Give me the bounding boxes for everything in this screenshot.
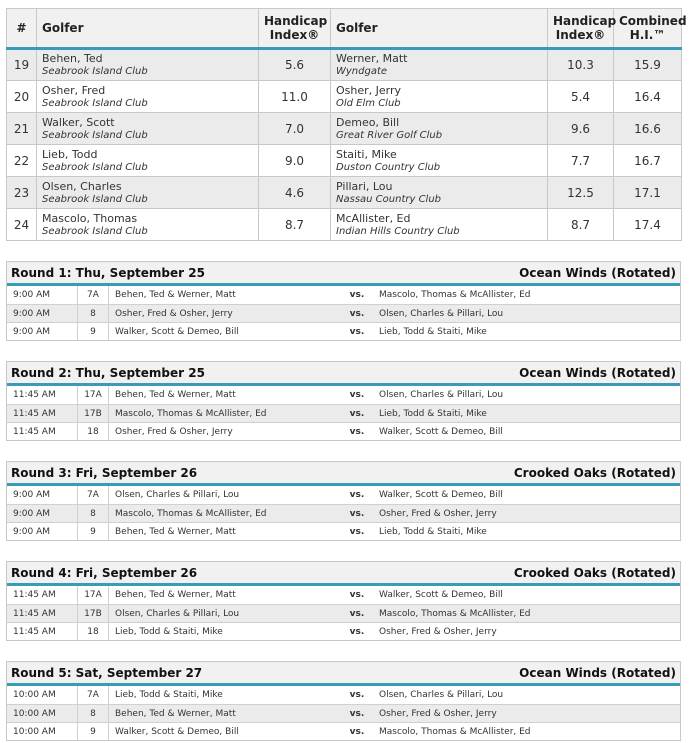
team-2: Walker, Scott & Demeo, Bill xyxy=(379,590,503,600)
round-section xyxy=(6,661,681,741)
match-list xyxy=(7,486,680,540)
versus-label: vs. xyxy=(349,608,365,619)
golfer-club: Nassau Country Club xyxy=(336,193,442,205)
golfer-cell xyxy=(331,209,548,241)
round-course: Crooked Oaks (Rotated) xyxy=(513,565,676,580)
tee-time: 9:00 AM xyxy=(13,308,50,319)
team-1: Olsen, Charles & Pillari, Lou xyxy=(115,490,240,500)
starting-hole: 8 xyxy=(77,705,109,722)
round-header xyxy=(7,662,680,686)
team-2: Mascolo, Thomas & McAllister, Ed xyxy=(379,726,531,737)
starting-hole: 17A xyxy=(77,386,109,404)
team-1: Mascolo, Thomas & McAllister, Ed xyxy=(115,408,267,419)
golfer-cell xyxy=(37,145,259,177)
team-2: Walker, Scott & Demeo, Bill xyxy=(379,426,503,437)
team-1: Behen, Ted & Werner, Matt xyxy=(115,526,236,537)
golfer-name[interactable]: Behen, Ted xyxy=(42,52,103,65)
golfer-name[interactable]: Osher, Jerry xyxy=(336,83,402,97)
versus-label: vs. xyxy=(349,590,365,600)
golfer-cell xyxy=(331,177,548,209)
combined-handicap: 16.7 xyxy=(614,145,682,177)
round-title: Round 1: Thu, September 25 xyxy=(11,265,205,280)
golfer-name[interactable]: Lieb, Todd xyxy=(42,147,98,161)
golfer-name[interactable]: Walker, Scott xyxy=(42,115,115,129)
golfer-cell xyxy=(37,81,259,113)
golfer-club: Seabrook Island Club xyxy=(42,225,148,237)
header-combined: Combined H.I.™ xyxy=(614,9,682,49)
round-course: Crooked Oaks (Rotated) xyxy=(513,465,676,480)
versus-label: vs. xyxy=(349,726,365,737)
match-row xyxy=(7,722,680,740)
round-header xyxy=(7,562,680,586)
round-header xyxy=(7,262,680,286)
golfer-club: Seabrook Island Club xyxy=(42,97,148,109)
golfer-name[interactable]: Staiti, Mike xyxy=(336,147,397,161)
combined-handicap: 16.6 xyxy=(614,113,682,145)
pair-number: 23 xyxy=(7,177,37,209)
versus-label: vs. xyxy=(349,508,365,519)
versus-label: vs. xyxy=(349,708,365,719)
golfer-club: Seabrook Island Club xyxy=(42,66,148,77)
team-1: Walker, Scott & Demeo, Bill xyxy=(115,726,239,737)
golfer-name[interactable]: Werner, Matt xyxy=(336,52,408,65)
versus-label: vs. xyxy=(349,390,365,400)
table-row xyxy=(7,209,682,241)
round-title: Round 2: Thu, September 25 xyxy=(11,365,205,380)
versus-label: vs. xyxy=(349,426,365,437)
golfer-club: Indian Hills Country Club xyxy=(336,225,460,237)
team-2: Lieb, Todd & Staiti, Mike xyxy=(379,526,487,537)
match-row xyxy=(7,522,680,540)
starting-hole: 9 xyxy=(77,523,109,540)
team-2: Lieb, Todd & Staiti, Mike xyxy=(379,326,487,337)
team-1: Behen, Ted & Werner, Matt xyxy=(115,390,236,400)
starting-hole: 8 xyxy=(77,305,109,322)
team-2: Olsen, Charles & Pillari, Lou xyxy=(379,390,504,400)
team-1: Lieb, Todd & Staiti, Mike xyxy=(115,690,223,700)
golfer-name[interactable]: Pillari, Lou xyxy=(336,179,393,193)
handicap-index: 11.0 xyxy=(259,81,331,113)
team-2: Osher, Fred & Osher, Jerry xyxy=(379,708,497,719)
team-2: Mascolo, Thomas & McAllister, Ed xyxy=(379,608,531,619)
starting-hole: 8 xyxy=(77,505,109,522)
tee-time: 11:45 AM xyxy=(13,390,56,400)
starting-hole: 9 xyxy=(77,323,109,340)
handicap-index: 7.0 xyxy=(259,113,331,145)
match-row xyxy=(7,486,680,504)
tee-time: 11:45 AM xyxy=(13,426,56,437)
versus-label: vs. xyxy=(349,690,365,700)
tee-time: 9:00 AM xyxy=(13,490,50,500)
starting-hole: 17B xyxy=(77,405,109,422)
handicap-index: 9.6 xyxy=(548,113,614,145)
golfer-name[interactable]: Mascolo, Thomas xyxy=(42,211,138,225)
team-1: Olsen, Charles & Pillari, Lou xyxy=(115,608,240,619)
round-section xyxy=(6,561,681,641)
golfer-club: Duston Country Club xyxy=(336,161,441,173)
team-2: Olsen, Charles & Pillari, Lou xyxy=(379,690,504,700)
round-title: Round 3: Fri, September 26 xyxy=(11,465,198,480)
header-golfer-2: Golfer xyxy=(331,9,548,49)
golfer-name[interactable]: McAllister, Ed xyxy=(336,211,411,225)
table-row xyxy=(7,113,682,145)
golfer-cell xyxy=(331,81,548,113)
table-row xyxy=(7,81,682,113)
match-row xyxy=(7,322,680,340)
golfer-club: Seabrook Island Club xyxy=(42,193,148,205)
golfer-cell xyxy=(37,209,259,241)
match-row xyxy=(7,504,680,522)
handicap-index: 12.5 xyxy=(548,177,614,209)
header-golfer-1: Golfer xyxy=(37,9,259,49)
tee-time: 9:00 AM xyxy=(13,290,50,300)
versus-label: vs. xyxy=(349,408,365,419)
table-row xyxy=(7,49,682,81)
versus-label: vs. xyxy=(349,490,365,500)
tee-time: 11:45 AM xyxy=(13,408,56,419)
pair-number: 22 xyxy=(7,145,37,177)
team-1: Lieb, Todd & Staiti, Mike xyxy=(115,626,223,637)
golfer-cell xyxy=(37,49,259,81)
handicap-index: 7.7 xyxy=(548,145,614,177)
pair-number: 21 xyxy=(7,113,37,145)
handicap-index: 5.6 xyxy=(259,49,331,81)
match-row xyxy=(7,386,680,404)
round-course: Ocean Winds (Rotated) xyxy=(519,365,676,380)
round-section xyxy=(6,261,681,341)
versus-label: vs. xyxy=(349,290,365,300)
match-list xyxy=(7,686,680,740)
starting-hole: 7A xyxy=(77,286,109,304)
golfer-cell xyxy=(331,49,548,81)
starting-hole: 18 xyxy=(77,423,109,440)
starting-hole: 18 xyxy=(77,623,109,640)
round-title: Round 5: Sat, September 27 xyxy=(11,665,203,680)
handicap-index: 8.7 xyxy=(548,209,614,241)
starting-hole: 7A xyxy=(77,486,109,504)
tee-time: 10:00 AM xyxy=(13,690,56,700)
team-1: Mascolo, Thomas & McAllister, Ed xyxy=(115,508,267,519)
round-section xyxy=(6,461,681,541)
match-row xyxy=(7,604,680,622)
starting-hole: 7A xyxy=(77,686,109,704)
versus-label: vs. xyxy=(349,526,365,537)
round-title: Round 4: Fri, September 26 xyxy=(11,565,198,580)
team-1: Walker, Scott & Demeo, Bill xyxy=(115,326,239,337)
team-1: Behen, Ted & Werner, Matt xyxy=(115,708,236,719)
match-row xyxy=(7,422,680,440)
tee-time: 10:00 AM xyxy=(13,726,56,737)
round-header xyxy=(7,462,680,486)
match-row xyxy=(7,304,680,322)
pair-number: 19 xyxy=(7,49,37,81)
golfer-club: Wyndgate xyxy=(336,66,388,77)
tee-time: 11:45 AM xyxy=(13,608,56,619)
team-2: Lieb, Todd & Staiti, Mike xyxy=(379,408,487,419)
versus-label: vs. xyxy=(349,308,365,319)
header-handicap-1: Handicap Index® xyxy=(259,9,331,49)
header-number: # xyxy=(7,9,37,49)
tee-time: 9:00 AM xyxy=(13,326,50,337)
golfer-club: Seabrook Island Club xyxy=(42,161,148,173)
header-handicap-2: Handicap Index® xyxy=(548,9,614,49)
golfer-name[interactable]: Olsen, Charles xyxy=(42,179,122,193)
combined-handicap: 17.4 xyxy=(614,209,682,241)
round-header xyxy=(7,362,680,386)
match-row xyxy=(7,286,680,304)
golfer-club: Great River Golf Club xyxy=(336,129,443,141)
match-list xyxy=(7,286,680,340)
team-1: Behen, Ted & Werner, Matt xyxy=(115,290,236,300)
rounds-list xyxy=(6,261,681,741)
tee-time: 9:00 AM xyxy=(13,526,50,537)
team-2: Walker, Scott & Demeo, Bill xyxy=(379,490,503,500)
table-row xyxy=(7,177,682,209)
team-1: Osher, Fred & Osher, Jerry xyxy=(115,426,233,437)
golfer-name[interactable]: Osher, Fred xyxy=(42,83,106,97)
match-row xyxy=(7,704,680,722)
table-row xyxy=(7,145,682,177)
tee-time: 11:45 AM xyxy=(13,626,56,637)
match-row xyxy=(7,622,680,640)
handicap-index: 5.4 xyxy=(548,81,614,113)
match-row xyxy=(7,586,680,604)
match-list xyxy=(7,386,680,440)
combined-handicap: 17.1 xyxy=(614,177,682,209)
round-section xyxy=(6,361,681,441)
golfer-club: Seabrook Island Club xyxy=(42,129,148,141)
team-2: Mascolo, Thomas & McAllister, Ed xyxy=(379,290,531,300)
match-row xyxy=(7,686,680,704)
starting-hole: 9 xyxy=(77,723,109,740)
starting-hole: 17A xyxy=(77,586,109,604)
pair-number: 20 xyxy=(7,81,37,113)
handicap-index: 4.6 xyxy=(259,177,331,209)
pair-number: 24 xyxy=(7,209,37,241)
tee-time: 11:45 AM xyxy=(13,590,56,600)
round-course: Ocean Winds (Rotated) xyxy=(519,665,676,680)
tee-time: 10:00 AM xyxy=(13,708,56,719)
golfer-cell xyxy=(331,113,548,145)
handicap-index: 10.3 xyxy=(548,49,614,81)
golfer-cell xyxy=(37,177,259,209)
combined-handicap: 16.4 xyxy=(614,81,682,113)
golfer-name[interactable]: Demeo, Bill xyxy=(336,115,400,129)
team-1: Osher, Fred & Osher, Jerry xyxy=(115,308,233,319)
versus-label: vs. xyxy=(349,626,365,637)
team-1: Behen, Ted & Werner, Matt xyxy=(115,590,236,600)
round-course: Ocean Winds (Rotated) xyxy=(519,265,676,280)
match-row xyxy=(7,404,680,422)
golfer-cell xyxy=(331,145,548,177)
golfer-cell xyxy=(37,113,259,145)
tee-time: 9:00 AM xyxy=(13,508,50,519)
handicap-index: 8.7 xyxy=(259,209,331,241)
golfer-club: Old Elm Club xyxy=(336,97,401,109)
handicap-index: 9.0 xyxy=(259,145,331,177)
team-2: Osher, Fred & Osher, Jerry xyxy=(379,508,497,519)
pairings-header-row xyxy=(7,9,682,49)
team-2: Osher, Fred & Osher, Jerry xyxy=(379,626,497,637)
pairings-table xyxy=(6,8,687,241)
match-list xyxy=(7,586,680,640)
starting-hole: 17B xyxy=(77,605,109,622)
pairings-body xyxy=(7,49,682,241)
versus-label: vs. xyxy=(349,326,365,337)
team-2: Olsen, Charles & Pillari, Lou xyxy=(379,308,504,319)
combined-handicap: 15.9 xyxy=(614,49,682,81)
